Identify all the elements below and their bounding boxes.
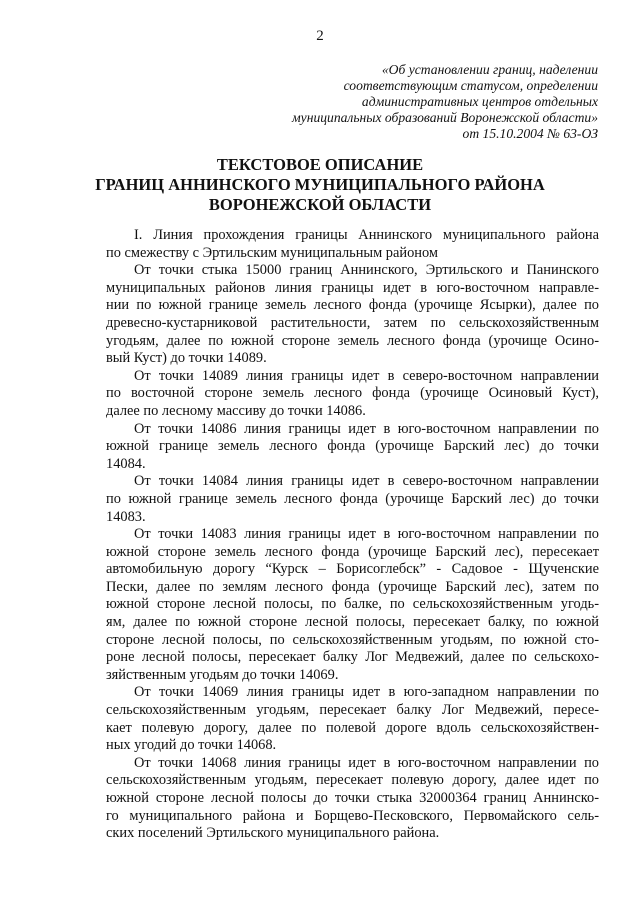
paragraph-line: От точки 14083 линия границы идет в юго-восточном направлении по bbox=[134, 526, 599, 543]
paragraph-line: 14084. bbox=[106, 455, 146, 472]
law-reference-line: административных центров отдельных bbox=[361, 94, 598, 109]
law-reference-line: муниципальных образований Воронежской области» bbox=[292, 110, 598, 125]
paragraph-line: по смежеству с Эртильским муниципальным районом bbox=[106, 244, 439, 261]
paragraph-line: 14083. bbox=[106, 508, 146, 525]
paragraph-line: От точки 14068 линия границы идет в юго-восточном направлении по bbox=[134, 754, 599, 771]
paragraph-line: южной границе земель лесного фонда (урочище Барский лес) до точки bbox=[106, 438, 599, 455]
law-reference bbox=[268, 62, 598, 142]
paragraph-line: От точки 14069 линия границы идет в юго-западном направлении по bbox=[134, 684, 599, 701]
body-text bbox=[106, 227, 599, 843]
paragraph bbox=[106, 473, 599, 526]
paragraph bbox=[106, 526, 599, 684]
paragraph-line: От точки стыка 15000 границ Аннинского, Эртильского и Панинского bbox=[134, 262, 599, 279]
paragraph-line: От точки 14084 линия границы идет в северо-восточном направлении bbox=[134, 473, 599, 490]
paragraph bbox=[106, 262, 599, 368]
paragraph bbox=[106, 368, 599, 421]
paragraph-line: роне лесной полосы, пересекает балку Лог Медвежий, далее по сельскохо- bbox=[106, 649, 599, 666]
paragraph-line: автомобильную дорогу “Курск – Борисоглебск” - Садовое - Щученские bbox=[106, 561, 599, 578]
paragraph-line: нии по южной границе земель лесного фонда (урочище Ясырки), далее по bbox=[106, 297, 599, 314]
paragraph-line: сельскохозяйственным угодьям, пересекает полевую дорогу, далее идет по bbox=[106, 772, 599, 789]
title-line: ГРАНИЦ АННИНСКОГО МУНИЦИПАЛЬНОГО РАЙОНА bbox=[95, 175, 545, 194]
law-reference-line: от 15.10.2004 № 63-ОЗ bbox=[462, 126, 598, 141]
paragraph-line: южной стороне лесной полосы, по балке, по сельскохозяйственным угодь- bbox=[106, 596, 599, 613]
paragraph-line: южной стороне лесной полосы до точки стыка 32000364 границ Аннинско- bbox=[106, 790, 599, 806]
paragraph-line: I. Линия прохождения границы Аннинского муниципального района bbox=[134, 227, 599, 243]
paragraph-line: Пески, далее по землям лесного фонда (урочище Барский лес), затем по bbox=[106, 578, 599, 595]
law-reference-line: «Об установлении границ, наделении bbox=[381, 62, 598, 77]
paragraph-line: От точки 14089 линия границы идет в северо-восточном направлении bbox=[134, 367, 599, 384]
paragraph-line: южной стороне земель лесного фонда (урочище Барский лес), пересекает bbox=[106, 543, 599, 560]
paragraph-line: ных угодий до точки 14068. bbox=[106, 737, 277, 754]
paragraph-line: го муниципального района и Борщево-Песковского, Первомайского сель- bbox=[106, 807, 599, 824]
paragraph-line: муниципальных районов линия границы идет в юго-восточном направле- bbox=[106, 279, 599, 296]
paragraph bbox=[106, 755, 599, 843]
paragraph-line: От точки 14086 линия границы идет в юго-восточном направлении по bbox=[134, 420, 599, 437]
paragraph-line: стороне лесной полосы, по сельскохозяйственным угодьям, по южной сто- bbox=[106, 631, 599, 648]
paragraph-line: угодьям, далее по южной стороне земель лесного фонда (урочище Осино- bbox=[106, 332, 599, 349]
paragraph-line: зяйственным угодьям до точки 14069. bbox=[106, 666, 339, 683]
paragraph bbox=[106, 421, 599, 474]
law-reference-line: соответствующим статусом, определении bbox=[343, 78, 598, 93]
document-title bbox=[0, 155, 640, 215]
page-number: 2 bbox=[316, 28, 324, 44]
paragraph-line: по восточной стороне земель лесного фонда (урочище Осиновый Куст), bbox=[106, 385, 599, 402]
paragraph bbox=[106, 227, 599, 262]
paragraph-line: ских поселений Эртильского муниципального района. bbox=[106, 825, 440, 842]
paragraph-line: кает полевую дорогу, далее по полевой дороге вдоль сельскохозяйствен- bbox=[106, 719, 599, 736]
paragraph-line: ям, далее по южной стороне лесной полосы, пересекает балку, по южной bbox=[106, 614, 599, 631]
paragraph bbox=[106, 684, 599, 754]
paragraph-line: далее по лесному массиву до точки 14086. bbox=[106, 402, 366, 419]
title-line: ВОРОНЕЖСКОЙ ОБЛАСТИ bbox=[208, 195, 432, 214]
title-line: ТЕКСТОВОЕ ОПИСАНИЕ bbox=[216, 155, 424, 174]
paragraph-line: по южной границе земель лесного фонда (урочище Барский лес) до точки bbox=[106, 490, 599, 507]
paragraph-line: вый Куст) до точки 14089. bbox=[106, 350, 267, 367]
paragraph-line: сельскохозяйственным угодьям, пересекает балку Лог Медвежий, пересе- bbox=[106, 702, 599, 719]
paragraph-line: древесно-кустарниковой растительности, затем по сельскохозяйственным bbox=[106, 314, 599, 331]
